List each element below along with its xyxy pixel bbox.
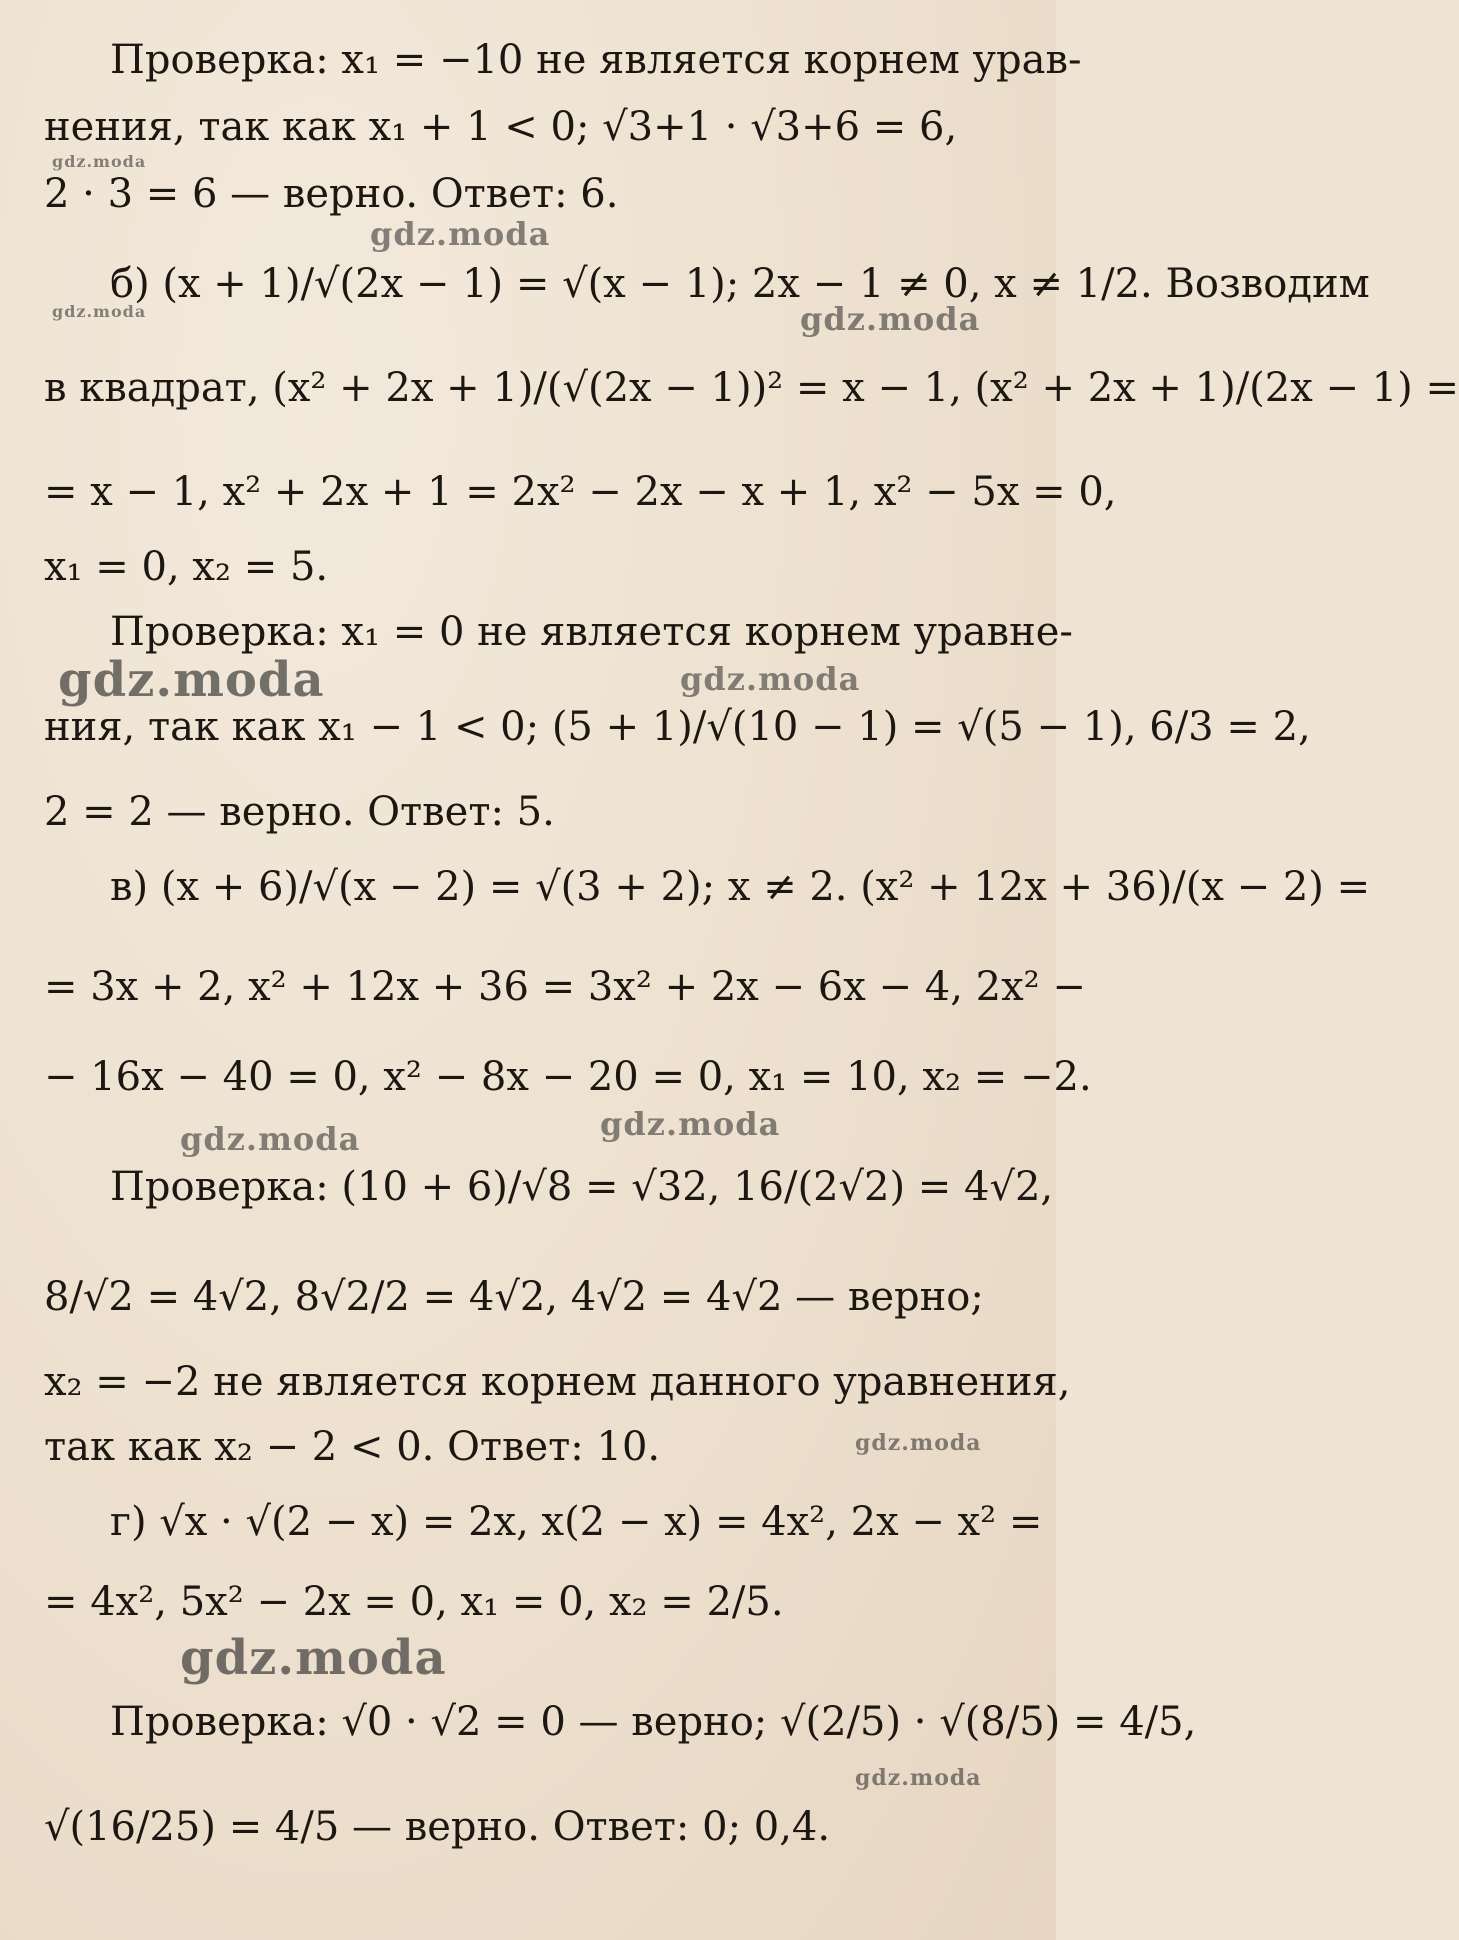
text-line-10: 2 = 2 — верно. Ответ: 5.	[44, 789, 555, 835]
text-line-21: √(16/25) = 4/5 — верно. Ответ: 0; 0,4.	[44, 1804, 831, 1850]
text-line-8: Проверка: x₁ = 0 не является корнем уравне-	[110, 609, 1073, 655]
text-line-6: = x − 1, x² + 2x + 1 = 2x² − 2x − x + 1, x² − 5x = 0,	[44, 469, 1117, 515]
text-line-5: в квадрат, (x² + 2x + 1)/(√(2x − 1))² = x − 1, (x² + 2x + 1)/(2x − 1) =	[44, 365, 1459, 411]
text-line-1: Проверка: x₁ = −10 не является корнем урав-	[110, 37, 1082, 83]
watermark: gdz.moda	[370, 215, 551, 253]
text-line-12: = 3x + 2, x² + 12x + 36 = 3x² + 2x − 6x − 4, 2x² −	[44, 964, 1086, 1010]
watermark: gdz.moda	[855, 1765, 982, 1791]
watermark: gdz.moda	[52, 152, 147, 171]
watermark: gdz.moda	[52, 302, 147, 321]
watermark: gdz.moda	[600, 1105, 781, 1143]
text-line-17: так как x₂ − 2 < 0. Ответ: 10.	[44, 1424, 661, 1470]
text-line-7: x₁ = 0, x₂ = 5.	[44, 544, 329, 590]
text-line-19: = 4x², 5x² − 2x = 0, x₁ = 0, x₂ = 2/5.	[44, 1579, 784, 1625]
text-line-4: б) (x + 1)/√(2x − 1) = √(x − 1); 2x − 1 ≠ 0, x ≠ 1/2. Возводим	[110, 261, 1370, 307]
watermark: gdz.moda	[180, 1630, 447, 1686]
text-line-16: x₂ = −2 не является корнем данного уравнения,	[44, 1359, 1071, 1405]
text-line-13: − 16x − 40 = 0, x² − 8x − 20 = 0, x₁ = 10, x₂ = −2.	[44, 1054, 1092, 1100]
text-line-15: 8/√2 = 4√2, 8√2/2 = 4√2, 4√2 = 4√2 — верно;	[44, 1274, 984, 1320]
text-line-14: Проверка: (10 + 6)/√8 = √32, 16/(2√2) = 4√2,	[110, 1164, 1054, 1210]
text-line-3: 2 · 3 = 6 — верно. Ответ: 6.	[44, 171, 619, 217]
text-line-2: нения, так как x₁ + 1 < 0; √3+1 · √3+6 = 6,	[44, 104, 958, 150]
watermark: gdz.moda	[800, 300, 981, 338]
watermark: gdz.moda	[180, 1120, 361, 1158]
text-line-9: ния, так как x₁ − 1 < 0; (5 + 1)/√(10 − 1) = √(5 − 1), 6/3 = 2,	[44, 704, 1311, 750]
watermark: gdz.moda	[680, 660, 861, 698]
text-line-20: Проверка: √0 · √2 = 0 — верно; √(2/5) · √(8/5) = 4/5,	[110, 1699, 1197, 1745]
watermark: gdz.moda	[58, 652, 325, 708]
watermark: gdz.moda	[855, 1430, 982, 1456]
text-line-18: г) √x · √(2 − x) = 2x, x(2 − x) = 4x², 2x − x² =	[110, 1499, 1043, 1545]
text-line-11: в) (x + 6)/√(x − 2) = √(3 + 2); x ≠ 2. (x² + 12x + 36)/(x − 2) =	[110, 864, 1371, 910]
